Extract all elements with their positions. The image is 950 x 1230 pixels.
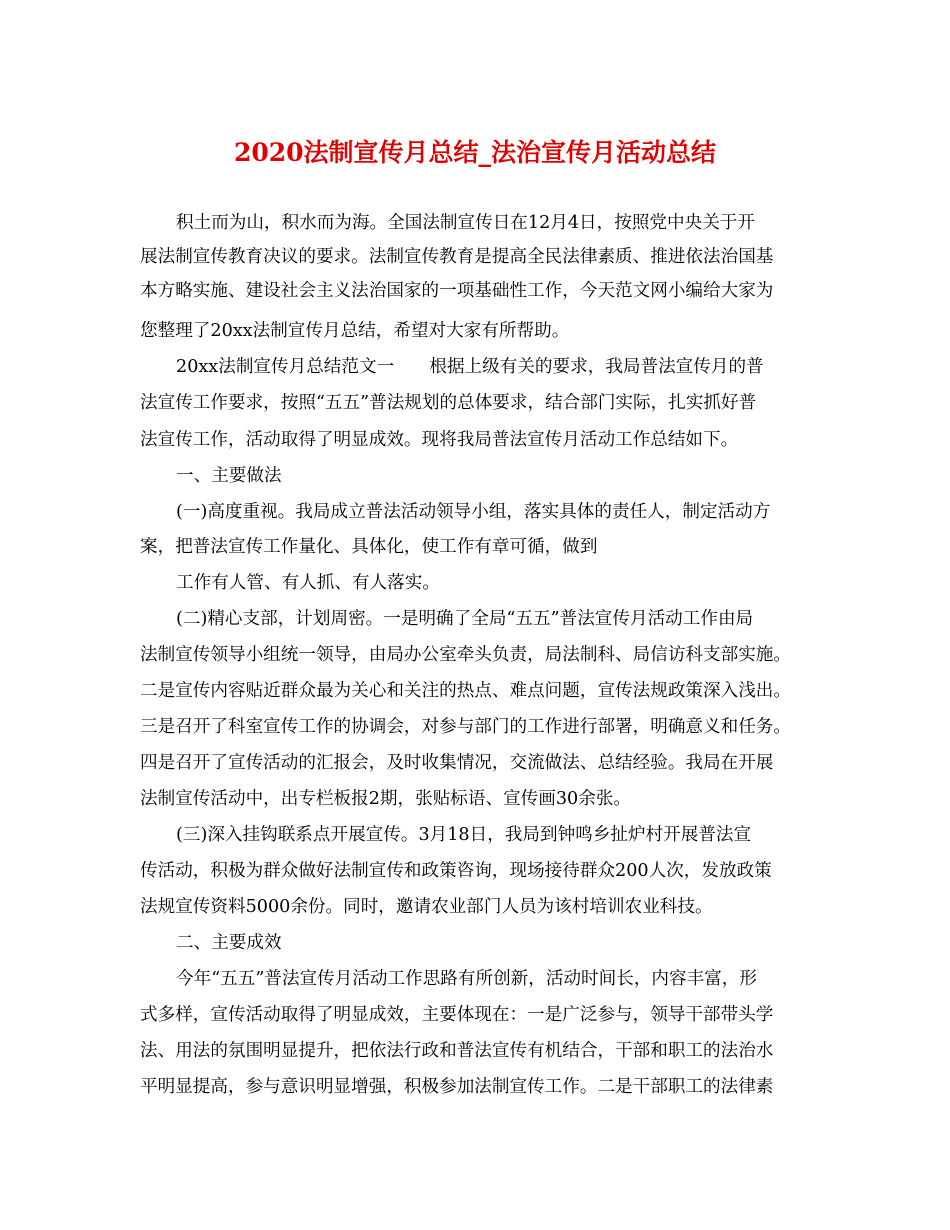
body-line-11: 工作有人管、有人抓、有人落实。 (176, 573, 440, 593)
body-line-2: 展法制宣传教育决议的要求。法制宣传教育是提高全民法律素质、推进依法治国基 (140, 247, 774, 267)
body-line-24: 法、用法的氛围明显提升，把依法行政和普法宣传有机结合，干部和职工的法治水 (140, 1041, 774, 1061)
body-line-9: (一)高度重视。我局成立普法活动领导小组，落实具体的责任人，制定活动方 (176, 502, 771, 522)
section-heading-1: 一、主要做法 (176, 466, 282, 486)
document-title: 2020法制宣传月总结_法治宣传月活动总结 (233, 138, 717, 167)
body-line-14: 二是宣传内容贴近群众最为关心和关注的热点、难点问题，宣传法规政策深入浅出。 (140, 681, 791, 701)
body-line-12: (二)精心支部，计划周密。一是明确了全局“五五”普法宣传月活动工作由局 (176, 609, 754, 629)
body-line-1: 积土而为山，积水而为海。全国法制宣传日在12月4日，按照党中央关于开 (176, 213, 755, 233)
body-line-7: 法宣传工作，活动取得了明显成效。现将我局普法宣传月活动工作总结如下。 (140, 430, 739, 450)
body-line-4: 您整理了20xx法制宣传月总结，希望对大家有所帮助。 (140, 321, 570, 341)
body-line-3: 本方略实施、建设社会主义法治国家的一项基础性工作，今天范文网小编给大家为 (140, 281, 774, 301)
body-line-13: 法制宣传领导小组统一领导，由局办公室牵头负责，局法制科、局信访科支部实施。 (140, 645, 791, 665)
body-line-5: 20xx法制宣传月总结范文一 根据上级有关的要求，我局普法宣传月的普 (176, 357, 764, 377)
body-line-6: 法宣传工作要求，按照“五五”普法规划的总体要求，结合部门实际，扎实抓好普 (140, 393, 757, 413)
body-line-17: 法制宣传活动中，出专栏板报2期，张贴标语、宣传画30余张。 (140, 789, 632, 809)
body-line-10: 案，把普法宣传工作量化、具体化，使工作有章可循，做到 (140, 537, 598, 557)
body-line-20: 法规宣传资料5000余份。同时，邀请农业部门人员为该村培训农业科技。 (140, 897, 713, 917)
section-heading-2: 二、主要成效 (176, 933, 282, 953)
body-line-19: 传活动，积极为群众做好法制宣传和政策咨询，现场接待群众200人次，发放政策 (140, 861, 772, 881)
body-line-25: 平明显提高，参与意识明显增强，积极参加法制宣传工作。二是干部职工的法律素 (140, 1077, 774, 1097)
body-line-15: 三是召开了科室宣传工作的协调会，对参与部门的工作进行部署，明确意义和任务。 (140, 717, 791, 737)
body-line-23: 式多样，宣传活动取得了明显成效，主要体现在：一是广泛参与，领导干部带头学 (140, 1005, 774, 1025)
body-line-22: 今年“五五”普法宣传月活动工作思路有所创新，活动时间长，内容丰富，形 (176, 969, 757, 989)
body-line-18: (三)深入挂钩联系点开展宣传。3月18日，我局到钟鸣乡扯炉村开展普法宣 (176, 825, 752, 845)
body-line-16: 四是召开了宣传活动的汇报会，及时收集情况，交流做法、总结经验。我局在开展 (140, 753, 774, 773)
